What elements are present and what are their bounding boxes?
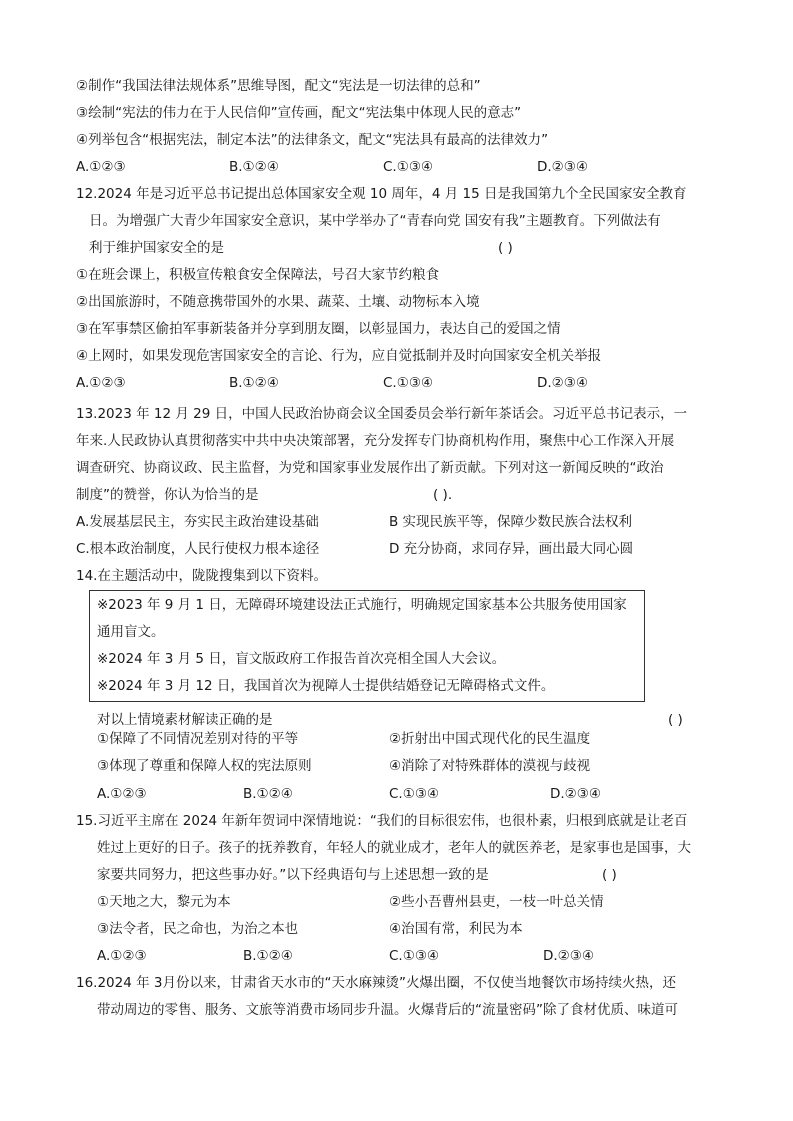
q11-option-c: C.①③④ [383, 159, 434, 175]
q13-stem-line-4: 制度”的赞誉，你认为恰当的是 [76, 487, 259, 503]
q13-stem-line-2: 年来.人民政协认真贯彻落实中共中央决策部署，充分发挥专门协商机构作用，聚焦中心工作深入开展 [76, 433, 675, 449]
q14-material-1b: 通用盲文。 [97, 624, 165, 640]
q12-stem-line-1: 12.2024 年是习近平总书记提出总体国家安全观 10 周年，4 月 15 日是我国第九个全民国家安全教育 [76, 186, 687, 202]
q14-stem: 对以上情境素材解读正确的是 [97, 712, 273, 728]
q12-option-d: D.②③④ [537, 375, 588, 391]
q15-stem-line-3: 家要共同努力，把这些事办好。”以下经典语句与上述思想一致的是 [97, 867, 489, 883]
q11-option-b: B.①②④ [229, 159, 279, 175]
q14-option-d: D.②③④ [550, 786, 601, 802]
q14-material-1a: ※2023 年 9 月 1 日，无障碍环境建设法正式施行，明确规定国家基本公共服务使用国家 [97, 597, 627, 613]
q15-item-2: ②些小吾曹州县吏，一枝一叶总关情 [389, 894, 604, 910]
q11-item-4: ④列举包含“根据宪法，制定本法”的法律条文，配文“宪法具有最高的法律效力” [76, 132, 549, 148]
q12-item-3: ③在军事禁区偷拍军事新装备并分享到朋友圈，以彰显国力，表达自己的爱国之情 [76, 321, 561, 337]
q14-item-3: ③体现了尊重和保障人权的宪法原则 [97, 758, 312, 774]
q15-option-c: C.①③④ [389, 948, 440, 964]
q12-option-b: B.①②④ [229, 375, 279, 391]
q15-item-3: ③法令者，民之命也，为治之本也 [97, 921, 299, 937]
q12-item-2: ②出国旅游时，不随意携带国外的水果、蔬菜、土壤、动物标本入境 [76, 294, 480, 310]
q16-stem-line-2: 带动周边的零售、服务、文旅等消费市场同步升温。火爆背后的“流量密码”除了食材优质、味道可 [97, 1002, 678, 1018]
q13-option-a: A.发展基层民主，夯实民主政治建设基础 [76, 514, 319, 530]
q13-option-b: B 实现民族平等，保障少数民族合法权利 [389, 514, 633, 530]
q12-stem-line-2: 日。为增强广大青少年国家安全意识，某中学举办了“青春向党 国安有我”主题教育。下列做法有 [89, 213, 661, 229]
q14-item-1: ①保障了不同情况差别对待的平等 [97, 731, 299, 747]
q14-item-4: ④消除了对特殊群体的漠视与歧视 [389, 758, 591, 774]
q14-intro: 14.在主题活动中，陇陇搜集到以下资料。 [76, 568, 327, 584]
q15-item-4: ④治国有常，利民为本 [389, 921, 523, 937]
q14-item-2: ②折射出中国式现代化的民生温度 [389, 731, 591, 747]
q14-option-a: A.①②③ [97, 786, 147, 802]
q15-option-b: B.①②④ [243, 948, 293, 964]
q15-stem-line-1: 15.习近平主席在 2024 年新年贺词中深情地说：“我们的目标很宏伟，也很朴素，归根到底就是让老百 [76, 813, 688, 829]
q13-option-d: D 充分协商，求同存异，画出最大同心圆 [389, 541, 634, 557]
q14-material-3: ※2024 年 3 月 12 日，我国首次为视障人士提供结婚登记无障碍格式文件。 [97, 678, 555, 694]
q12-answer-bracket: ( ) [498, 240, 513, 256]
q13-answer-bracket: ( ). [433, 487, 453, 503]
q15-answer-bracket: ( ) [602, 867, 617, 883]
q11-item-2: ②制作“我国法律法规体系”思维导图，配文“宪法是一切法律的总和” [76, 78, 481, 94]
q16-stem-line-1: 16.2024 年 3月份以来，甘肃省天水市的“天水麻辣烫”火爆出圈，不仅使当地餐饮市场持续火热，还 [76, 975, 676, 991]
q15-stem-line-2: 姓过上更好的日子。孩子的抚养教育，年轻人的就业成才，老年人的就医养老，是家事也是国事，大 [97, 840, 691, 856]
q13-stem-line-1: 13.2023 年 12 月 29 日，中国人民政治协商会议全国委员会举行新年茶话会。习近平总书记表示，一 [76, 406, 688, 422]
q14-option-c: C.①③④ [389, 786, 440, 802]
q12-option-a: A.①②③ [76, 375, 126, 391]
q11-option-d: D.②③④ [537, 159, 588, 175]
q15-item-1: ①天地之大，黎元为本 [97, 894, 231, 910]
q13-option-c: C.根本政治制度，人民行使权力根本途径 [76, 541, 320, 557]
q13-stem-line-3: 调查研究、协商议政、民主监督，为党和国家事业发展作出了新贡献。下列对这一新闻反映的“政治 [76, 460, 664, 476]
q12-item-1: ①在班会课上，积极宣传粮食安全保障法，号召大家节约粮食 [76, 267, 440, 283]
q12-stem-line-3: 利于维护国家安全的是 [89, 240, 224, 256]
q14-material-2: ※2024 年 3 月 5 日，盲文版政府工作报告首次亮相全国人大会议。 [97, 651, 506, 667]
q12-option-c: C.①③④ [383, 375, 434, 391]
q11-item-3: ③绘制“宪法的伟力在于人民信仰”宣传画，配文“宪法集中体现人民的意志” [76, 105, 522, 121]
q14-answer-bracket: ( ) [668, 712, 683, 728]
q15-option-a: A.①②③ [97, 948, 147, 964]
q15-option-d: D.②③④ [543, 948, 594, 964]
q14-option-b: B.①②④ [243, 786, 293, 802]
q12-item-4: ④上网时，如果发现危害国家安全的言论、行为，应自觉抵制并及时向国家安全机关举报 [76, 348, 602, 364]
q11-option-a: A.①②③ [76, 159, 126, 175]
